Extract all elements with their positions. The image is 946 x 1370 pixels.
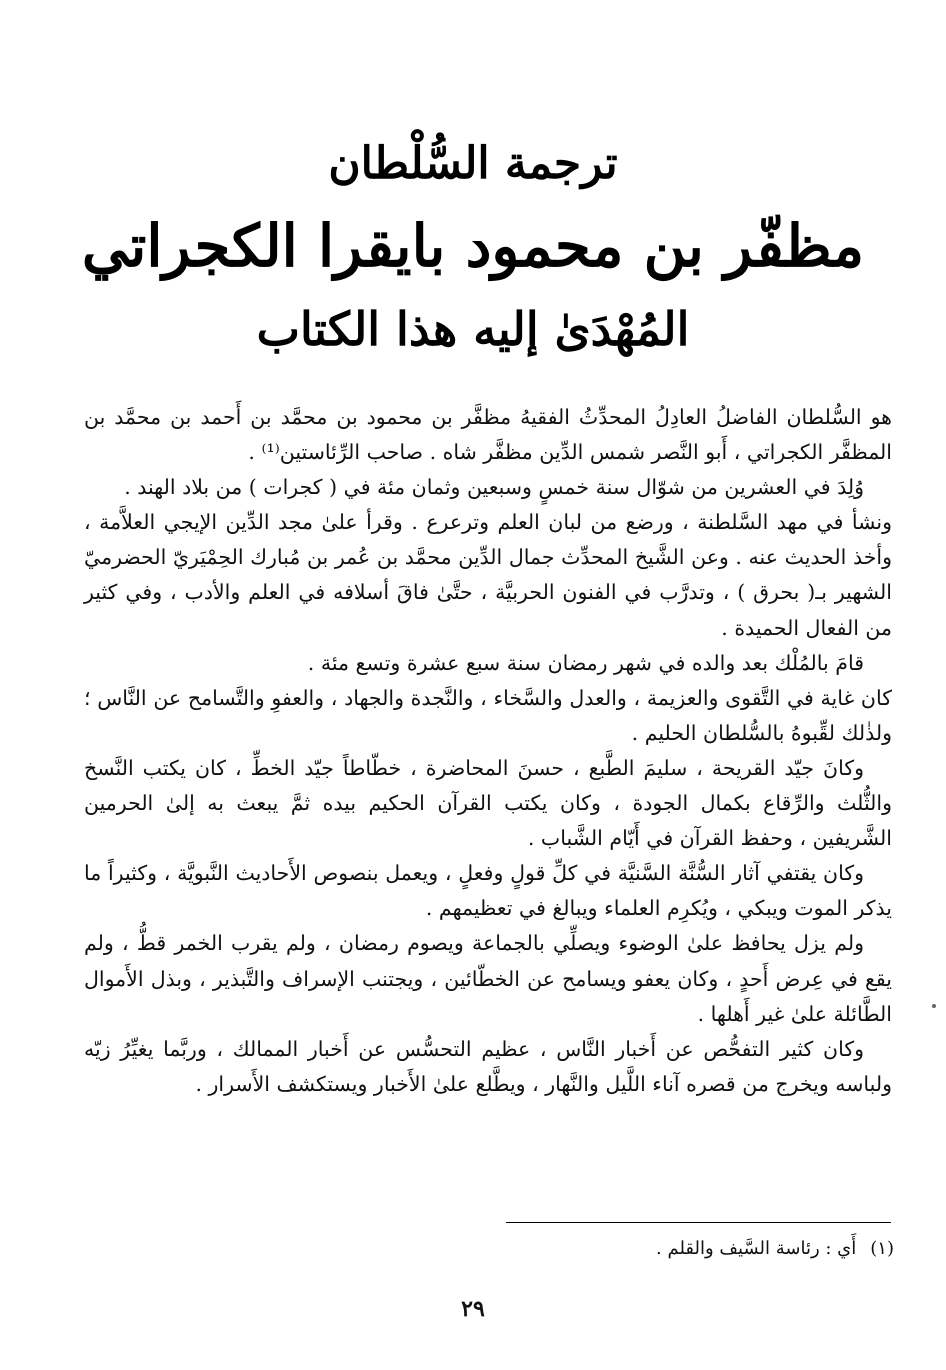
paragraph: ونشأ في مهد السَّلطنة ، ورضع من لبان العلم وترعرع . وقرأ علىٰ مجد الدِّين الإيجي العلاَّمة ، وأخذ الحديث عنه . وعن الشَّيخ المحدِّث جمال الدِّين محمَّد بن عُمر بن مُبارك الحِمْيَريّ الحضرميّ الشهير بـ( بحرق ) ، وتدرَّب في الفنون الحربيَّة ، حتَّىٰ فاقَ أسلافه في العلم والأدب ، وفي كثير من الفعال الحميدة . xyxy=(84,510,892,640)
footnote-rule xyxy=(506,1222,891,1223)
paragraph: وُلِدَ في العشرين من شوّال سنة خمسٍ وسبعين وثمان مئة في ( كجرات ) من بلاد الهند . xyxy=(124,475,864,500)
paragraph: كان غاية في التَّقوى والعزيمة ، والعدل والسَّخاء ، والنَّجدة والجهاد ، والعفوِ والتَّسامح عن النَّاس ؛ ولذٰلك لقِّبوهُ بالسُّلطان الحليم . xyxy=(84,685,892,745)
paragraph: ولم يزل يحافظ علىٰ الوضوء ويصلِّي بالجماعة ويصوم رمضان ، ولم يقرب الخمر قطُّ ، ولم يقع في عِرض أَحدٍ ، وكان يعفو ويسامح عن الخطّائين ، ويجتنب الإسراف والتَّبذير ، وبذل الأَموال الطَّائلة علىٰ غير أَهلها . xyxy=(84,931,892,1026)
heading-line-3: المُهْدَىٰ إليه هذا الكتاب xyxy=(256,302,690,356)
body-text xyxy=(84,400,892,1102)
page-number: ٢٩ xyxy=(461,1296,485,1322)
footnote-mark: (١) xyxy=(870,1238,894,1259)
paragraph: وكان كثير التفحُّص عن أَخبار النَّاس ، عظيم التحسُّس عن أَخبار الممالك ، وربَّما يغيِّرُ زيّه ولباسه ويخرج من قصره آناء اللَّيل والنَّهار ، ويطَّلع علىٰ الأَخبار ويستكشف الأَسرار . xyxy=(84,1036,892,1096)
paragraph: قامَ بالمُلْك بعد والده في شهر رمضان سنة سبع عشرة وتسع مئة . xyxy=(307,650,864,675)
margin-dot xyxy=(932,1004,936,1008)
paragraph: وكان يقتفي آثار السُّنَّة السَّنيَّة في كلِّ قولٍ وفعلٍ ، ويعمل بنصوص الأَحاديث النَّبويَّة ، وكثيراً ما يذكر الموت ويبكي ، ويُكرِم العلماء ويبالغ في تعظيمهم . xyxy=(84,861,892,921)
paragraph: وكانَ جيّد القريحة ، سليمَ الطَّبع ، حسنَ المحاضرة ، خطّاطاً جيّد الخطِّ ، كان يكتب النَّسخ والثُّلث والرِّقاع بكمال الجودة ، وكان يكتب القرآن الحكيم بيده ثمَّ يبعث به إلىٰ الحرمين الشَّريفين ، وحفظ القرآن في أَيّام الشَّباب . xyxy=(84,755,892,851)
paragraph: هو السُّلطان الفاضلُ العادِلُ المحدِّثُ الفقيهُ مظفَّر بن محمود بن محمَّد بن أَحمد بن محمَّد بن المظفَّر الكجراتي ، أَبو النَّصر شمس الدِّين مظفَّر شاه . صاحب الرِّئاستين⁽¹⁾ . xyxy=(84,405,892,465)
footnote xyxy=(656,1238,894,1259)
footnote-text: أَي : رئاسة السَّيف والقلم . xyxy=(656,1238,857,1259)
heading-line-1: ترجمة السُّلْطان xyxy=(328,138,618,189)
heading-line-2: مظفّر بن محمود بايقرا الكجراتي xyxy=(81,212,865,280)
